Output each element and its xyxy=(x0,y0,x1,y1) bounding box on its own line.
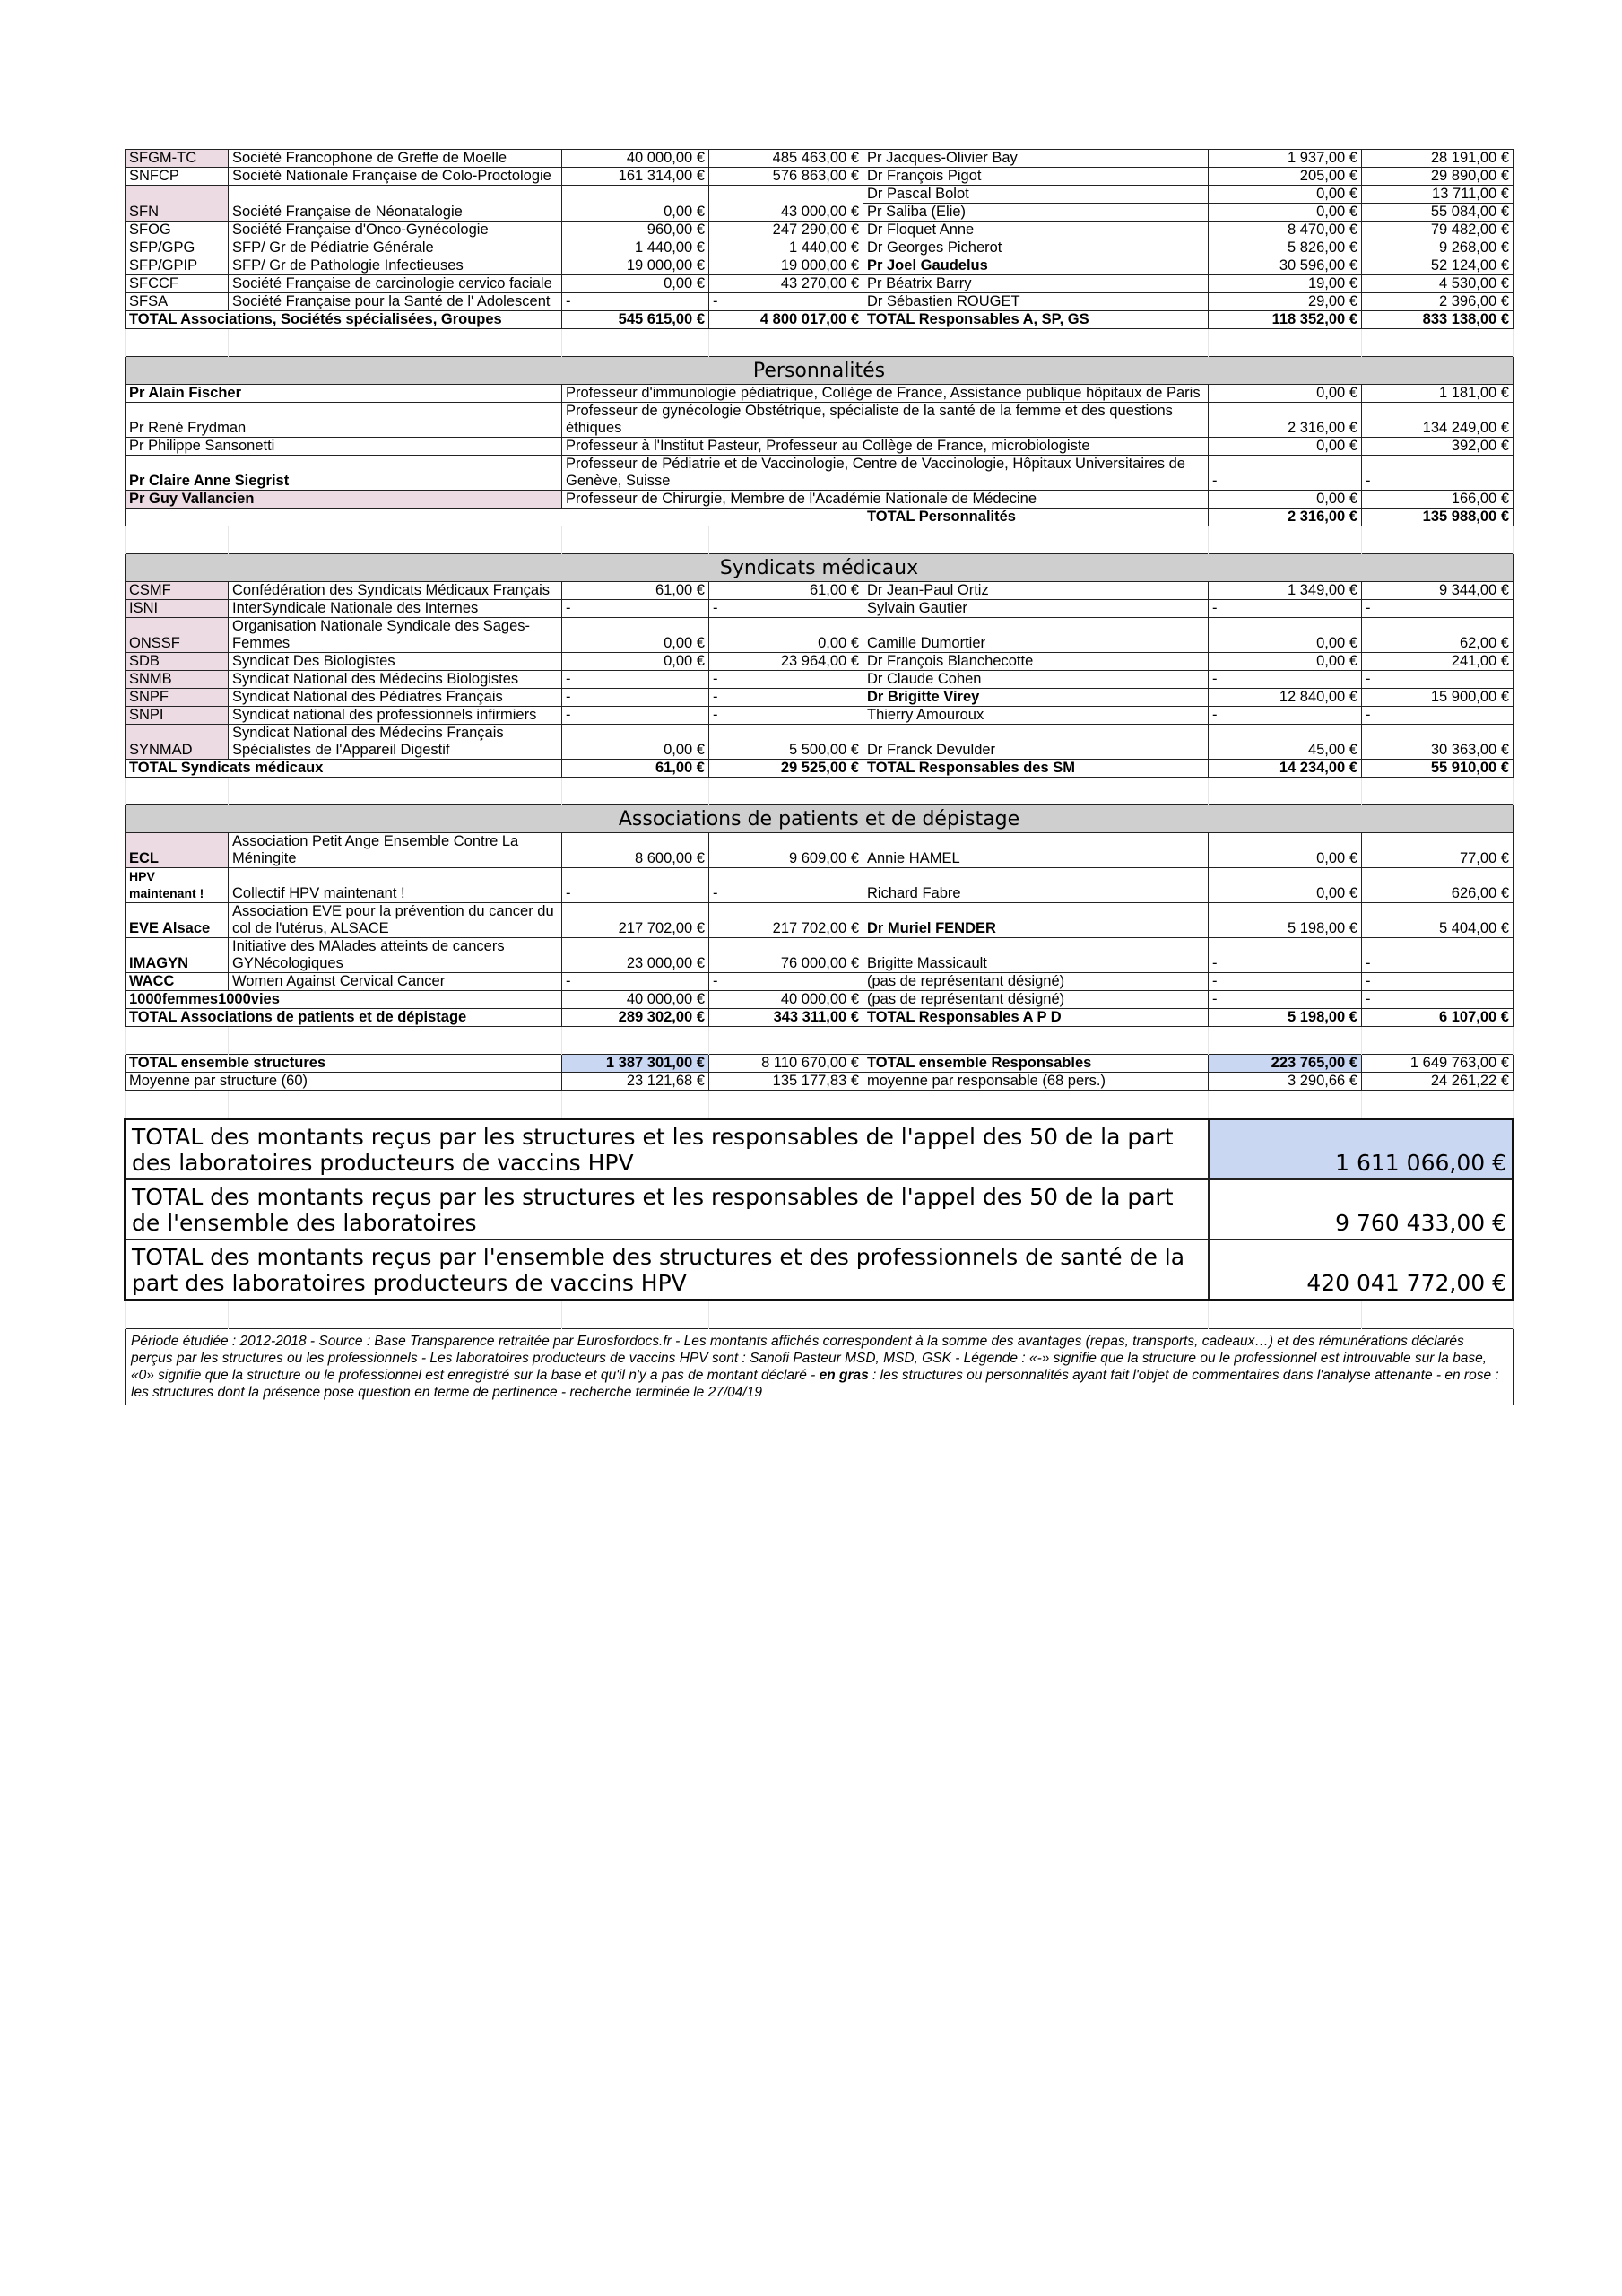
table-row xyxy=(126,456,1514,491)
responsible-name: Dr Sébastien ROUGET xyxy=(863,293,1209,311)
total-label: TOTAL Personnalités xyxy=(863,509,1209,526)
person-name: Pr Guy Vallancien xyxy=(126,491,562,509)
table-row xyxy=(126,600,1514,618)
spacer-row xyxy=(126,526,1514,554)
table-row xyxy=(126,403,1514,438)
amount-all-structure: - xyxy=(709,868,863,903)
table-row xyxy=(126,582,1514,600)
table-row xyxy=(126,725,1514,760)
amount-hpv-structure: - xyxy=(562,293,709,311)
amount-all-structure xyxy=(709,186,863,204)
footnote xyxy=(126,1329,1514,1405)
person-description: Professeur d'immunologie pédiatrique, Collège de France, Assistance publique hôpitaux de Paris xyxy=(562,385,1209,403)
structure-name: Société Francophone de Greffe de Moelle xyxy=(229,150,562,168)
average-all-responsible: 24 261,22 € xyxy=(1362,1073,1514,1091)
responsible-name: Pr Béatrix Barry xyxy=(863,275,1209,293)
amount-hpv-structure: 0,00 € xyxy=(562,653,709,671)
total-hpv-structures: 61,00 € xyxy=(562,760,709,778)
amount-hpv: 0,00 € xyxy=(1209,385,1362,403)
amount-all-responsible: 77,00 € xyxy=(1362,833,1514,868)
structure-code: 1000femmes1000vies xyxy=(126,991,562,1009)
amount-all-responsible: 626,00 € xyxy=(1362,868,1514,903)
table-row xyxy=(126,275,1514,293)
structure-name: Société Française d'Onco-Gynécologie xyxy=(229,222,562,239)
amount-all-structure: 40 000,00 € xyxy=(709,991,863,1009)
amount-all-structure: - xyxy=(709,600,863,618)
average-row xyxy=(126,1073,1514,1091)
responsible-name: Dr Brigitte Virey xyxy=(863,689,1209,707)
amount-hpv-structure: 0,00 € xyxy=(562,725,709,760)
amount-hpv-responsible: 205,00 € xyxy=(1209,168,1362,186)
amount-all-responsible: 62,00 € xyxy=(1362,618,1514,653)
amount-all-responsible: - xyxy=(1362,973,1514,991)
structure-name: Syndicat National des Médecins Biologistes xyxy=(229,671,562,689)
table-row xyxy=(126,168,1514,186)
structure-name: Initiative des MAlades atteints de cancers GYNécologiques xyxy=(229,938,562,973)
amount-all-structure: 43 000,00 € xyxy=(709,204,863,222)
structure-name: Société Française pour la Santé de l' Adolescent xyxy=(229,293,562,311)
responsible-name: Pr Joel Gaudelus xyxy=(863,257,1209,275)
amount-hpv-structure: 8 600,00 € xyxy=(562,833,709,868)
average-hpv-structure: 23 121,68 € xyxy=(562,1073,709,1091)
responsible-name: Camille Dumortier xyxy=(863,618,1209,653)
amount-hpv-responsible: 0,00 € xyxy=(1209,618,1362,653)
total-row xyxy=(126,760,1514,778)
structure-code: SNFCP xyxy=(126,168,229,186)
amount-all-responsible: 2 396,00 € xyxy=(1362,293,1514,311)
footnote-text: Période étudiée : 2012-2018 - Source : Base Transparence retraitée par Eurosfordocs.fr - Les montants affichés correspondent à la somme des avantages (repas, transports, cadeaux…) et des rémunérations déclarés perçus par les structures ou les professionnels - Les laboratoires producteurs de vaccins HPV sont : Sanofi Pasteur MSD, MSD, GSK - Légende : «-» signifie que la structure ou le professionnel est introuvable sur la base, «0» signifie que la structure ou le professionnel est enregistré sur la base et qu'il n'y a pas de montant déclaré - xyxy=(131,1334,1488,1383)
amount-all: 1 181,00 € xyxy=(1362,385,1514,403)
amount-hpv-structure: - xyxy=(562,868,709,903)
summary-total-row xyxy=(126,1119,1514,1180)
amount-hpv-responsible: - xyxy=(1209,600,1362,618)
structure-code: SNPF xyxy=(126,689,229,707)
spacer-row xyxy=(126,329,1514,357)
grand-total-all-structures: 8 110 670,00 € xyxy=(709,1055,863,1073)
responsible-name: Dr Jean-Paul Ortiz xyxy=(863,582,1209,600)
amount-hpv-structure: 0,00 € xyxy=(562,275,709,293)
responsible-name: Dr Claude Cohen xyxy=(863,671,1209,689)
amount-hpv-structure: 0,00 € xyxy=(562,618,709,653)
total-hpv: 2 316,00 € xyxy=(1209,509,1362,526)
table-row xyxy=(126,491,1514,509)
amount-hpv-responsible: 5 198,00 € xyxy=(1209,903,1362,938)
amount-hpv-responsible: 29,00 € xyxy=(1209,293,1362,311)
amount-hpv-structure: 23 000,00 € xyxy=(562,938,709,973)
amount-all-structure: 61,00 € xyxy=(709,582,863,600)
section-header-row xyxy=(126,554,1514,582)
total-responsibles-label: TOTAL Responsables A, SP, GS xyxy=(863,311,1209,329)
structure-name: Syndicat National des Pédiatres Français xyxy=(229,689,562,707)
structure-code: ISNI xyxy=(126,600,229,618)
amount-all-structure: 5 500,00 € xyxy=(709,725,863,760)
amount-hpv-responsible: - xyxy=(1209,707,1362,725)
footnote-bold: en gras xyxy=(819,1368,869,1383)
footnote-row xyxy=(126,1329,1514,1405)
spreadsheet-page xyxy=(124,149,1512,1405)
spacer-row xyxy=(126,1027,1514,1055)
amount-hpv: - xyxy=(1209,456,1362,491)
amount-all-structure: 23 964,00 € xyxy=(709,653,863,671)
amount-all-structure: 76 000,00 € xyxy=(709,938,863,973)
amount-all-structure: 9 609,00 € xyxy=(709,833,863,868)
amount-all-responsible: 5 404,00 € xyxy=(1362,903,1514,938)
average-responsible-label: moyenne par responsable (68 pers.) xyxy=(863,1073,1209,1091)
section-title: Personnalités xyxy=(126,357,1514,385)
total-row xyxy=(126,1009,1514,1027)
amount-hpv-structure: - xyxy=(562,689,709,707)
section-title: Associations de patients et de dépistage xyxy=(126,805,1514,833)
responsible-name: Dr Muriel FENDER xyxy=(863,903,1209,938)
total-label: TOTAL Syndicats médicaux xyxy=(126,760,562,778)
responsible-name: (pas de représentant désigné) xyxy=(863,973,1209,991)
total-hpv-responsibles: 5 198,00 € xyxy=(1209,1009,1362,1027)
grand-total-hpv-structures: 1 387 301,00 € xyxy=(562,1055,709,1073)
amount-all-responsible: 29 890,00 € xyxy=(1362,168,1514,186)
amount-all-responsible: 79 482,00 € xyxy=(1362,222,1514,239)
structure-name: SFP/ Gr de Pédiatrie Générale xyxy=(229,239,562,257)
summary-total-label: TOTAL des montants reçus par les structures et les responsables de l'appel des 50 de la part des laboratoires producteurs de vaccins HPV xyxy=(126,1119,1209,1180)
responsible-name: Dr Franck Devulder xyxy=(863,725,1209,760)
person-name: Pr Claire Anne Siegrist xyxy=(126,456,562,491)
amount-hpv-responsible: 12 840,00 € xyxy=(1209,689,1362,707)
summary-total-label: TOTAL des montants reçus par les structures et les responsables de l'appel des 50 de la part de l'ensemble des laboratoires xyxy=(126,1179,1209,1239)
amount-all-structure: - xyxy=(709,707,863,725)
amount-all: 392,00 € xyxy=(1362,438,1514,456)
structure-code: SDB xyxy=(126,653,229,671)
structure-code: SNMB xyxy=(126,671,229,689)
amount-all-responsible: 30 363,00 € xyxy=(1362,725,1514,760)
amount-hpv-responsible: 45,00 € xyxy=(1209,725,1362,760)
amount-hpv: 0,00 € xyxy=(1209,491,1362,509)
grand-total-label: TOTAL ensemble structures xyxy=(126,1055,562,1073)
total-all: 135 988,00 € xyxy=(1362,509,1514,526)
amount-hpv-structure: 61,00 € xyxy=(562,582,709,600)
person-description: Professeur de gynécologie Obstétrique, spécialiste de la santé de la femme et des questions éthiques xyxy=(562,403,1209,438)
amount-all-responsible: 28 191,00 € xyxy=(1362,150,1514,168)
total-responsibles-label: TOTAL Responsables A P D xyxy=(863,1009,1209,1027)
amount-all-structure: 217 702,00 € xyxy=(709,903,863,938)
amount-all-responsible: 4 530,00 € xyxy=(1362,275,1514,293)
total-all-structures: 29 525,00 € xyxy=(709,760,863,778)
amount-hpv-responsible: 0,00 € xyxy=(1209,833,1362,868)
total-all-responsibles: 55 910,00 € xyxy=(1362,760,1514,778)
summary-total-row xyxy=(126,1179,1514,1239)
amount-hpv-structure: - xyxy=(562,600,709,618)
table-row xyxy=(126,257,1514,275)
total-label: TOTAL Associations, Sociétés spécialisées, Groupes xyxy=(126,311,562,329)
grand-total-hpv-responsibles: 223 765,00 € xyxy=(1209,1055,1362,1073)
structure-code: SFP/GPIP xyxy=(126,257,229,275)
average-label: Moyenne par structure (60) xyxy=(126,1073,562,1091)
average-hpv-responsible: 3 290,66 € xyxy=(1209,1073,1362,1091)
amount-hpv-responsible: 8 470,00 € xyxy=(1209,222,1362,239)
amount-all-responsible: 55 084,00 € xyxy=(1362,204,1514,222)
total-all-structures: 343 311,00 € xyxy=(709,1009,863,1027)
amount-all-structure: - xyxy=(709,689,863,707)
amount-hpv-responsible: 1 349,00 € xyxy=(1209,582,1362,600)
responsible-name: Brigitte Massicault xyxy=(863,938,1209,973)
table-row xyxy=(126,385,1514,403)
responsible-name: Dr Georges Picherot xyxy=(863,239,1209,257)
amount-all-structure: - xyxy=(709,293,863,311)
amount-hpv: 2 316,00 € xyxy=(1209,403,1362,438)
grand-total-all-responsibles: 1 649 763,00 € xyxy=(1362,1055,1514,1073)
structure-name: Syndicat national des professionnels infirmiers xyxy=(229,707,562,725)
person-name: Pr René Frydman xyxy=(126,403,562,438)
structure-name: Syndicat Des Biologistes xyxy=(229,653,562,671)
amount-all-responsible: 9 344,00 € xyxy=(1362,582,1514,600)
amount-all-responsible: 9 268,00 € xyxy=(1362,239,1514,257)
responsible-name: Sylvain Gautier xyxy=(863,600,1209,618)
structure-name: InterSyndicale Nationale des Internes xyxy=(229,600,562,618)
amount-all-structure: 247 290,00 € xyxy=(709,222,863,239)
structure-code: SFGM-TC xyxy=(126,150,229,168)
total-row xyxy=(126,509,1514,526)
total-all-structures: 4 800 017,00 € xyxy=(709,311,863,329)
section-header-row xyxy=(126,357,1514,385)
person-name: Pr Alain Fischer xyxy=(126,385,562,403)
amount-hpv-responsible: 0,00 € xyxy=(1209,186,1362,204)
amount-hpv-responsible: - xyxy=(1209,671,1362,689)
grand-total-responsibles-label: TOTAL ensemble Responsables xyxy=(863,1055,1209,1073)
amount-all-structure: 485 463,00 € xyxy=(709,150,863,168)
amount-hpv-structure: 217 702,00 € xyxy=(562,903,709,938)
spacer-row xyxy=(126,1300,1514,1329)
responsible-name: Dr François Pigot xyxy=(863,168,1209,186)
table-row xyxy=(126,671,1514,689)
total-row xyxy=(126,311,1514,329)
structure-code: SFN xyxy=(126,204,229,222)
amount-all-responsible: - xyxy=(1362,600,1514,618)
amount-all-structure: 1 440,00 € xyxy=(709,239,863,257)
table-row xyxy=(126,868,1514,903)
amount-hpv-responsible: 0,00 € xyxy=(1209,204,1362,222)
amount-hpv-responsible: - xyxy=(1209,991,1362,1009)
table-row xyxy=(126,222,1514,239)
total-hpv-responsibles: 118 352,00 € xyxy=(1209,311,1362,329)
structure-code: IMAGYN xyxy=(126,938,229,973)
structure-name: SFP/ Gr de Pathologie Infectieuses xyxy=(229,257,562,275)
table-row xyxy=(126,938,1514,973)
structure-code: SNPI xyxy=(126,707,229,725)
total-all-responsibles: 6 107,00 € xyxy=(1362,1009,1514,1027)
section-title: Syndicats médicaux xyxy=(126,554,1514,582)
total-hpv-structures: 289 302,00 € xyxy=(562,1009,709,1027)
amount-hpv-structure: - xyxy=(562,973,709,991)
amount-hpv: 0,00 € xyxy=(1209,438,1362,456)
amount-hpv-structure: 960,00 € xyxy=(562,222,709,239)
structure-name: Collectif HPV maintenant ! xyxy=(229,868,562,903)
amount-hpv-structure: 0,00 € xyxy=(562,204,709,222)
amount-all-responsible: - xyxy=(1362,671,1514,689)
amount-hpv-responsible: 30 596,00 € xyxy=(1209,257,1362,275)
table-row xyxy=(126,903,1514,938)
structure-code: SFCCF xyxy=(126,275,229,293)
structure-code: WACC xyxy=(126,973,229,991)
responsible-name: Pr Saliba (Elie) xyxy=(863,204,1209,222)
amount-all-structure: - xyxy=(709,973,863,991)
table-row xyxy=(126,653,1514,671)
total-hpv-responsibles: 14 234,00 € xyxy=(1209,760,1362,778)
summary-total-value: 420 041 772,00 € xyxy=(1209,1239,1514,1300)
amount-all-responsible: - xyxy=(1362,938,1514,973)
table-row xyxy=(126,239,1514,257)
structure-name: Société Française de carcinologie cervico faciale xyxy=(229,275,562,293)
responsible-name: Richard Fabre xyxy=(863,868,1209,903)
total-hpv-structures: 545 615,00 € xyxy=(562,311,709,329)
person-description: Professeur de Chirurgie, Membre de l'Académie Nationale de Médecine xyxy=(562,491,1209,509)
table-row xyxy=(126,186,1514,204)
table-row xyxy=(126,438,1514,456)
amount-hpv-structure xyxy=(562,186,709,204)
structure-code: EVE Alsace xyxy=(126,903,229,938)
structure-code: ONSSF xyxy=(126,618,229,653)
person-description: Professeur à l'Institut Pasteur, Professeur au Collège de France, microbiologiste xyxy=(562,438,1209,456)
footnote-text: : les structures ou personnalités ayant fait l'objet de commentaires dans l'analyse attenante - en rose : les structures dont la présence pose question en terme de pertinence - recherche terminée le 27/04/19 xyxy=(131,1368,1499,1400)
total-responsibles-label: TOTAL Responsables des SM xyxy=(863,760,1209,778)
structure-code: SFOG xyxy=(126,222,229,239)
amount-hpv-responsible: - xyxy=(1209,938,1362,973)
structure-name xyxy=(229,186,562,204)
structure-name: Confédération des Syndicats Médicaux Français xyxy=(229,582,562,600)
amount-all-structure: - xyxy=(709,671,863,689)
amount-hpv-structure: - xyxy=(562,707,709,725)
table-row xyxy=(126,618,1514,653)
amount-all-responsible: - xyxy=(1362,991,1514,1009)
table-row xyxy=(126,204,1514,222)
amount-hpv-structure: 40 000,00 € xyxy=(562,150,709,168)
amount-hpv-responsible: 0,00 € xyxy=(1209,653,1362,671)
structure-code: SFSA xyxy=(126,293,229,311)
grand-total-row xyxy=(126,1055,1514,1073)
amount-hpv-structure: 1 440,00 € xyxy=(562,239,709,257)
table-row xyxy=(126,973,1514,991)
amount-all-responsible: 15 900,00 € xyxy=(1362,689,1514,707)
structure-name: Association EVE pour la prévention du cancer du col de l'utérus, ALSACE xyxy=(229,903,562,938)
amount-all-structure: 0,00 € xyxy=(709,618,863,653)
structure-code: HPV maintenant ! xyxy=(126,868,229,903)
table-row xyxy=(126,833,1514,868)
amount-all-responsible: 13 711,00 € xyxy=(1362,186,1514,204)
responsible-name: Dr François Blanchecotte xyxy=(863,653,1209,671)
structure-name: Société Nationale Française de Colo-Proctologie xyxy=(229,168,562,186)
structure-code: ECL xyxy=(126,833,229,868)
amount-hpv-structure: - xyxy=(562,671,709,689)
average-all-structure: 135 177,83 € xyxy=(709,1073,863,1091)
amount-all-structure: 576 863,00 € xyxy=(709,168,863,186)
structure-code: CSMF xyxy=(126,582,229,600)
section-header-row xyxy=(126,805,1514,833)
structure-name: Association Petit Ange Ensemble Contre La Méningite xyxy=(229,833,562,868)
spacer-row xyxy=(126,778,1514,805)
summary-total-value: 9 760 433,00 € xyxy=(1209,1179,1514,1239)
responsible-name: Thierry Amouroux xyxy=(863,707,1209,725)
structure-code: SYNMAD xyxy=(126,725,229,760)
amount-hpv-responsible: - xyxy=(1209,973,1362,991)
table-row xyxy=(126,991,1514,1009)
amount-hpv-responsible: 0,00 € xyxy=(1209,868,1362,903)
amount-all: 134 249,00 € xyxy=(1362,403,1514,438)
table-row xyxy=(126,150,1514,168)
summary-total-value: 1 611 066,00 € xyxy=(1209,1119,1514,1180)
amount-hpv-responsible: 5 826,00 € xyxy=(1209,239,1362,257)
data-table xyxy=(124,149,1514,1405)
total-label: TOTAL Associations de patients et de dépistage xyxy=(126,1009,562,1027)
amount-all-structure: 43 270,00 € xyxy=(709,275,863,293)
structure-name: Women Against Cervical Cancer xyxy=(229,973,562,991)
person-description: Professeur de Pédiatrie et de Vaccinologie, Centre de Vaccinologie, Hôpitaux Universitaires de Genève, Suisse xyxy=(562,456,1209,491)
amount-hpv-structure: 19 000,00 € xyxy=(562,257,709,275)
structure-code xyxy=(126,186,229,204)
structure-code: SFP/GPG xyxy=(126,239,229,257)
amount-all-responsible: 52 124,00 € xyxy=(1362,257,1514,275)
structure-name: Société Française de Néonatalogie xyxy=(229,204,562,222)
table-row xyxy=(126,707,1514,725)
responsible-name: Dr Pascal Bolot xyxy=(863,186,1209,204)
amount-all-structure: 19 000,00 € xyxy=(709,257,863,275)
amount-hpv-structure: 161 314,00 € xyxy=(562,168,709,186)
responsible-name: (pas de représentant désigné) xyxy=(863,991,1209,1009)
amount-all: - xyxy=(1362,456,1514,491)
summary-total-label: TOTAL des montants reçus par l'ensemble des structures et des professionnels de santé de la part des laboratoires producteurs de vaccins HPV xyxy=(126,1239,1209,1300)
responsible-name: Annie HAMEL xyxy=(863,833,1209,868)
total-all-responsibles: 833 138,00 € xyxy=(1362,311,1514,329)
amount-all-responsible: 241,00 € xyxy=(1362,653,1514,671)
summary-total-row xyxy=(126,1239,1514,1300)
responsible-name: Dr Floquet Anne xyxy=(863,222,1209,239)
structure-name: Organisation Nationale Syndicale des Sages-Femmes xyxy=(229,618,562,653)
structure-name: Syndicat National des Médecins Français Spécialistes de l'Appareil Digestif xyxy=(229,725,562,760)
table-row xyxy=(126,293,1514,311)
person-name: Pr Philippe Sansonetti xyxy=(126,438,562,456)
amount-hpv-responsible: 1 937,00 € xyxy=(1209,150,1362,168)
responsible-name: Pr Jacques-Olivier Bay xyxy=(863,150,1209,168)
amount-hpv-responsible: 19,00 € xyxy=(1209,275,1362,293)
amount-all-responsible: - xyxy=(1362,707,1514,725)
spacer-row xyxy=(126,1091,1514,1119)
amount-hpv-structure: 40 000,00 € xyxy=(562,991,709,1009)
amount-all: 166,00 € xyxy=(1362,491,1514,509)
table-row xyxy=(126,689,1514,707)
